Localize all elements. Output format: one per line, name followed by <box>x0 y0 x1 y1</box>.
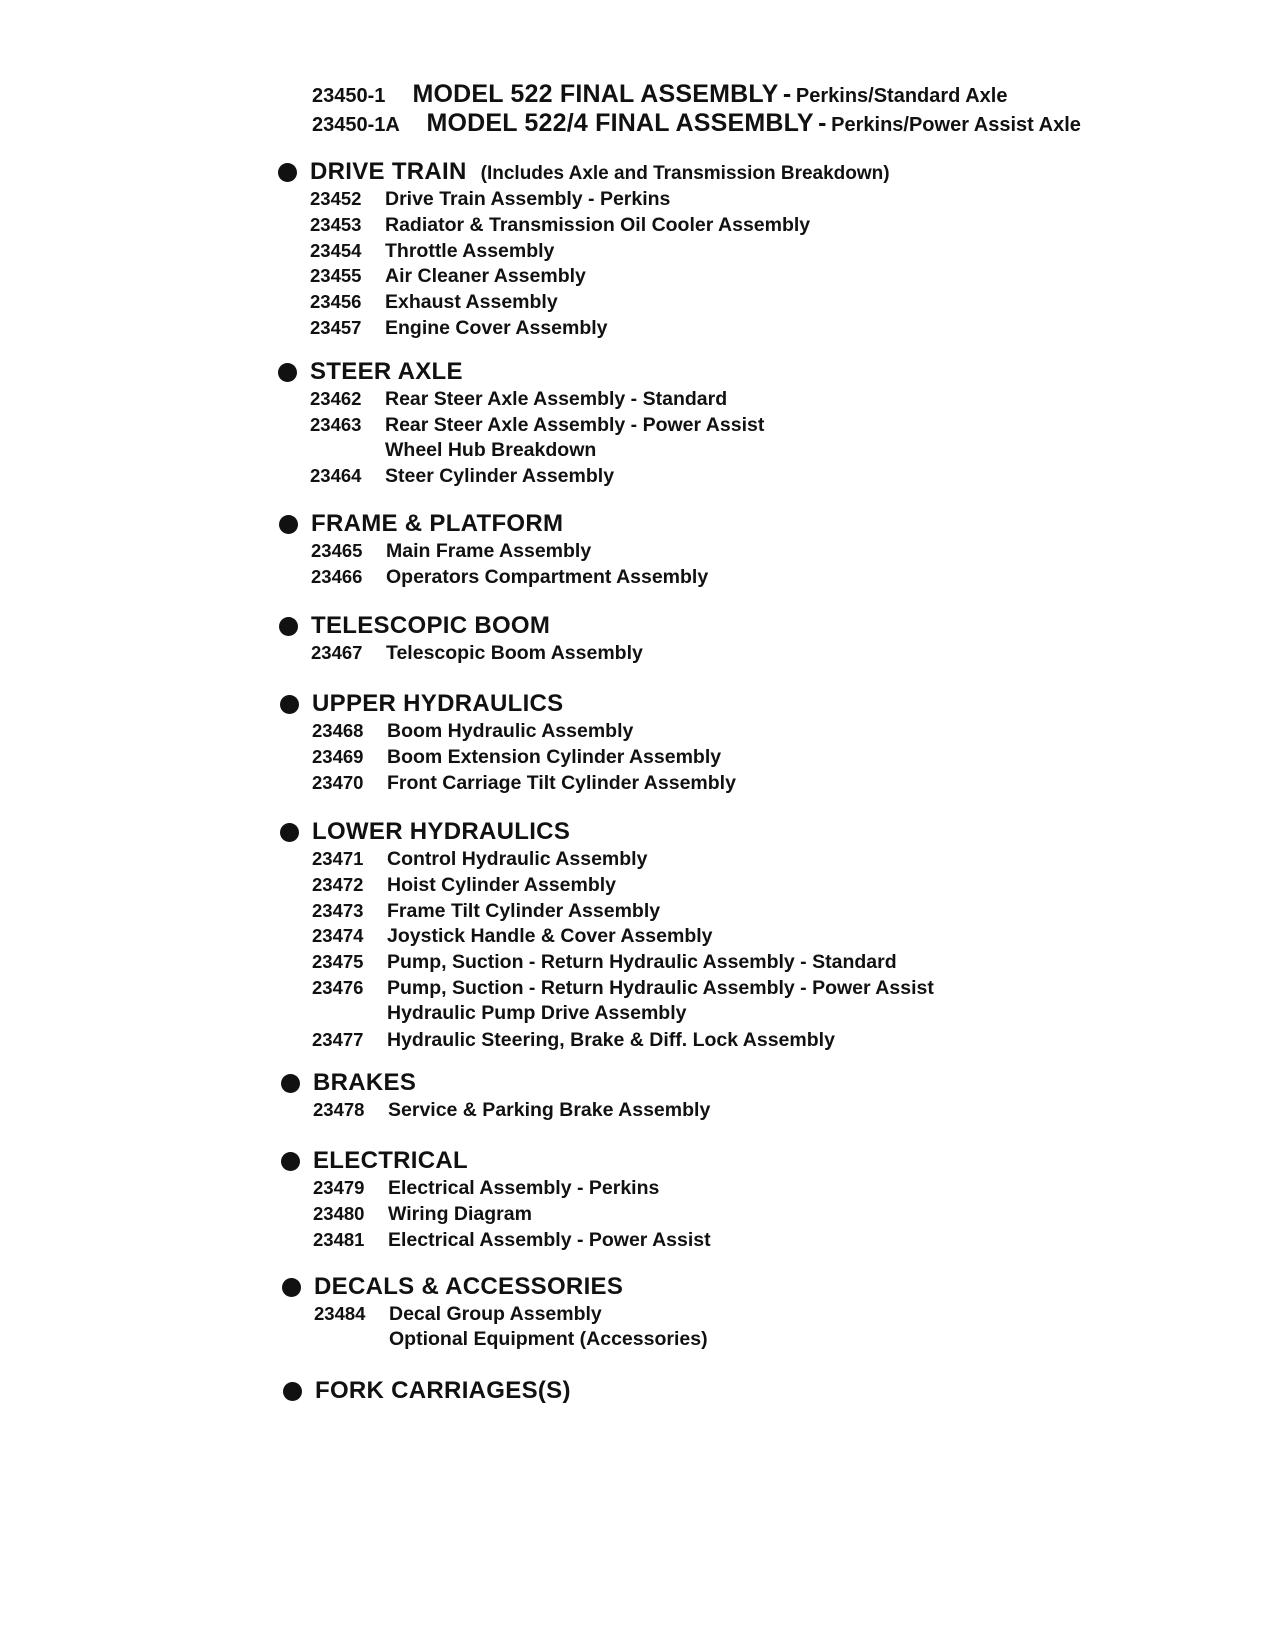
assembly-number: 23450-1 <box>312 85 386 107</box>
part-description: Electrical Assembly - Perkins <box>388 1177 660 1199</box>
item-list <box>281 1097 710 1123</box>
list-item <box>279 538 708 564</box>
list-item <box>281 1097 710 1123</box>
part-description: Joystick Handle & Cover Assembly <box>387 925 713 948</box>
part-number: 23464 <box>310 465 362 487</box>
item-list <box>282 1301 708 1353</box>
part-number: 23479 <box>313 1177 365 1198</box>
part-number: 23481 <box>313 1228 365 1250</box>
part-description: Air Cleaner Assembly <box>385 265 586 288</box>
part-number: 23456 <box>310 291 362 313</box>
part-description: Pump, Suction - Return Hydraulic Assembly - Power Assist <box>387 976 934 999</box>
list-item <box>280 1027 934 1053</box>
section-title <box>314 1273 623 1301</box>
part-number: 23484 <box>314 1303 366 1324</box>
part-number: 23462 <box>310 388 362 409</box>
list-item <box>279 640 643 666</box>
list-item <box>280 846 934 872</box>
section-title-text: FRAME & PLATFORM <box>311 510 564 537</box>
part-description: Boom Hydraulic Assembly <box>387 720 634 742</box>
part-number: 23472 <box>312 873 364 895</box>
part-number: 23467 <box>311 642 363 663</box>
section-drive-train <box>278 158 890 341</box>
part-description: Drive Train Assembly - Perkins <box>385 188 671 210</box>
part-description: Hoist Cylinder Assembly <box>387 873 617 896</box>
section-heading <box>280 690 736 718</box>
assembly-subtitle: Perkins/Standard Axle <box>795 85 1008 107</box>
item-list <box>278 386 764 489</box>
part-description: Main Frame Assembly <box>386 540 592 562</box>
part-description: Radiator & Transmission Oil Cooler Assembly <box>385 213 811 236</box>
list-item <box>280 718 736 744</box>
list-item <box>280 898 934 924</box>
part-number: 23478 <box>313 1099 365 1120</box>
list-item <box>282 1301 708 1327</box>
section-title-text: ELECTRICAL <box>313 1147 468 1174</box>
section-heading <box>279 510 708 538</box>
section-heading <box>281 1147 711 1175</box>
part-number: 23477 <box>312 1028 364 1050</box>
part-number: 23452 <box>310 188 362 209</box>
section-title-text: DECALS & ACCESSORIES <box>314 1273 624 1300</box>
part-description: Wheel Hub Breakdown <box>385 438 597 461</box>
part-number: 23475 <box>312 951 364 973</box>
part-description: Exhaust Assembly <box>385 291 558 314</box>
bullet-icon <box>280 823 299 842</box>
section-decals-accessories <box>282 1273 708 1353</box>
part-description: Hydraulic Steering, Brake & Diff. Lock Assembly <box>387 1028 835 1051</box>
section-note: (Includes Axle and Transmission Breakdown) <box>480 163 890 184</box>
bullet-icon <box>281 1152 300 1171</box>
bullet-icon <box>281 1074 300 1093</box>
list-item <box>278 315 810 341</box>
part-number: 23476 <box>312 976 364 998</box>
section-title-text: UPPER HYDRAULICS <box>312 690 564 717</box>
list-item <box>278 412 764 438</box>
section-upper-hydraulics <box>280 690 736 795</box>
part-number: 23470 <box>312 771 364 793</box>
list-item <box>280 949 934 975</box>
section-title <box>312 690 564 718</box>
assembly-title: MODEL 522 FINAL ASSEMBLY <box>412 80 779 108</box>
section-title-text: TELESCOPIC BOOM <box>311 612 551 639</box>
bullet-icon <box>279 617 298 636</box>
section-title <box>315 1377 571 1405</box>
part-number: 23468 <box>312 720 364 741</box>
part-number: 23471 <box>312 848 364 869</box>
item-list <box>279 640 643 666</box>
section-lower-hydraulics <box>280 818 934 1052</box>
part-description: Boom Extension Cylinder Assembly <box>387 745 722 768</box>
section-heading <box>280 818 934 846</box>
part-description: Frame Tilt Cylinder Assembly <box>387 899 661 922</box>
part-description: Pump, Suction - Return Hydraulic Assembly - Standard <box>387 951 897 974</box>
part-description: Hydraulic Pump Drive Assembly <box>387 1001 687 1024</box>
list-item <box>280 975 934 1001</box>
part-number: 23463 <box>310 413 362 435</box>
item-list <box>280 718 736 795</box>
part-description: Wiring Diagram <box>388 1202 532 1225</box>
section-title <box>311 612 550 640</box>
item-list <box>279 538 708 590</box>
section-heading <box>282 1273 708 1301</box>
section-title-text: BRAKES <box>313 1069 417 1096</box>
part-description: Rear Steer Axle Assembly - Standard <box>385 388 728 410</box>
section-title <box>310 158 890 186</box>
bullet-icon <box>278 163 297 182</box>
part-description: Rear Steer Axle Assembly - Power Assist <box>385 413 765 436</box>
list-item <box>280 744 736 770</box>
part-number: 23469 <box>312 745 364 767</box>
list-item <box>281 1227 711 1253</box>
list-item <box>280 1001 934 1027</box>
part-number: 23473 <box>312 899 364 921</box>
section-title <box>313 1147 468 1175</box>
assembly-title: MODEL 522/4 FINAL ASSEMBLY <box>426 109 814 137</box>
list-item <box>278 438 764 464</box>
section-title <box>312 818 570 846</box>
part-description: Front Carriage Tilt Cylinder Assembly <box>387 771 736 794</box>
section-title-text: STEER AXLE <box>310 358 463 385</box>
item-list <box>281 1175 711 1252</box>
list-item <box>278 186 810 212</box>
bullet-icon <box>279 515 298 534</box>
section-heading <box>278 358 764 386</box>
list-item <box>280 923 934 949</box>
section-title <box>310 358 463 386</box>
list-item <box>278 463 764 489</box>
list-item <box>278 238 810 264</box>
bullet-icon <box>280 695 299 714</box>
heading-separator: - <box>782 80 792 108</box>
list-item <box>278 386 764 412</box>
part-description: Steer Cylinder Assembly <box>385 465 615 488</box>
section-electrical <box>281 1147 711 1252</box>
list-item <box>278 263 810 289</box>
part-number: 23474 <box>312 925 364 947</box>
part-description: Engine Cover Assembly <box>385 316 608 339</box>
section-frame-platform <box>279 510 708 590</box>
part-description: Electrical Assembly - Power Assist <box>388 1228 711 1251</box>
part-number: 23453 <box>310 213 362 235</box>
section-heading <box>278 158 890 186</box>
section-heading <box>281 1069 710 1097</box>
part-number: 23480 <box>313 1202 365 1224</box>
section-brakes <box>281 1069 710 1123</box>
list-item <box>281 1201 711 1227</box>
assembly-number: 23450-1A <box>312 114 400 136</box>
heading-separator: - <box>818 109 827 137</box>
bullet-icon <box>283 1382 302 1401</box>
model-522-4-heading <box>312 109 1081 138</box>
part-description: Telescopic Boom Assembly <box>386 642 643 664</box>
section-title <box>311 510 563 538</box>
item-list <box>280 846 934 1052</box>
part-description: Service & Parking Brake Assembly <box>388 1099 711 1121</box>
assembly-subtitle: Perkins/Power Assist Axle <box>831 114 1081 136</box>
section-title-text: DRIVE TRAIN <box>310 158 467 185</box>
section-title-text: FORK CARRIAGES(S) <box>315 1377 571 1404</box>
part-description: Optional Equipment (Accessories) <box>389 1327 708 1350</box>
list-item <box>281 1175 711 1201</box>
section-title <box>313 1069 416 1097</box>
section-steer-axle <box>278 358 764 489</box>
part-number: 23457 <box>310 316 362 338</box>
list-item <box>278 212 810 238</box>
bullet-icon <box>278 363 297 382</box>
list-item <box>280 872 934 898</box>
section-heading <box>279 612 643 640</box>
section-title-text: LOWER HYDRAULICS <box>312 818 571 845</box>
part-number: 23455 <box>310 265 362 287</box>
model-522-heading <box>312 80 1007 109</box>
part-description: Decal Group Assembly <box>389 1303 602 1325</box>
item-list <box>278 186 810 341</box>
part-description: Control Hydraulic Assembly <box>387 848 648 870</box>
part-number: 23466 <box>311 565 363 587</box>
list-item <box>279 564 708 590</box>
part-description: Throttle Assembly <box>385 239 555 262</box>
part-description: Operators Compartment Assembly <box>386 565 709 588</box>
list-item <box>278 289 810 315</box>
list-item <box>280 770 736 796</box>
section-telescopic-boom <box>279 612 643 666</box>
part-number: 23465 <box>311 540 363 561</box>
part-number: 23454 <box>310 239 362 261</box>
list-item <box>282 1327 708 1353</box>
bullet-icon <box>282 1278 301 1297</box>
